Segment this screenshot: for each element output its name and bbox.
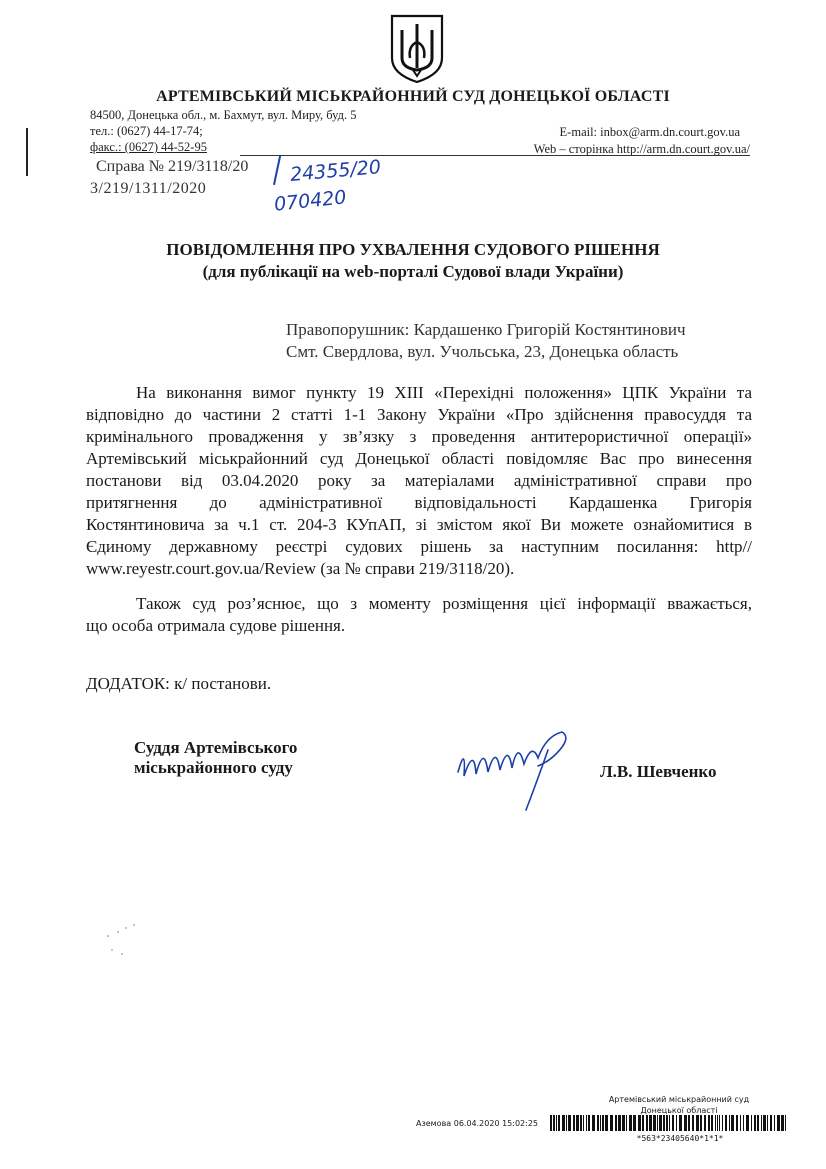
- offender-name: Правопорушник: Кардашенко Григорій Костянтинович: [286, 320, 686, 339]
- paragraph-line: На виконання вимог пункту 19 ХІІІ «Перехідні положення» ЦПК України та: [136, 383, 752, 402]
- registration-number: 3/219/1311/2020: [90, 180, 207, 197]
- notice-paragraph-1: [86, 382, 752, 580]
- paragraph-line: кримінального провадження у зв’язку з проведення антитерористичної операції»: [86, 427, 752, 446]
- paragraph-line: www.reyestr.court.gov.ua/Review (за № справи 219/3118/20).: [86, 559, 515, 578]
- offender-address: Смт. Свердлова, вул. Учольська, 23, Донецька область: [286, 342, 679, 361]
- handwritten-date: 070420: [273, 186, 348, 216]
- court-name: АРТЕМІВСЬКИЙ МІСЬКРАЙОННИЙ СУД ДОНЕЦЬКОЇ ОБЛАСТІ: [156, 88, 670, 105]
- court-phone: тел.: (0627) 44-17-74;: [90, 124, 203, 138]
- judge-name: Л.В. Шевченко: [600, 762, 717, 781]
- case-number: Справа № 219/3118/20: [96, 158, 249, 175]
- judge-signature: [452, 724, 588, 816]
- notice-paragraph-2: [86, 593, 752, 637]
- registration-barcode: [550, 1115, 790, 1131]
- paragraph-line: відповідно до частини 2 статті 1-1 Закону України «Про здійснення правосуддя та: [86, 405, 752, 424]
- paragraph-line: Артемівський міськрайонний суд Донецької області повідомляє Вас про винесення: [86, 449, 752, 468]
- barcode-text: *563*23405640*1*1*: [636, 1134, 724, 1143]
- paragraph-line: постанови від 03.04.2020 року за матеріалами адміністративної справи про: [86, 471, 752, 490]
- handwritten-number: 24355/20: [289, 156, 382, 186]
- handwritten-bracket: [273, 155, 289, 186]
- paragraph-line: Також суд роз’яснює, що з моменту розміщення цієї інформації вважається,: [136, 594, 752, 613]
- court-address: 84500, Донецька обл., м. Бахмут, вул. Миру, буд. 5: [90, 108, 357, 122]
- paragraph-line: що особа отримала судове рішення.: [86, 616, 346, 635]
- court-website: Web – сторінка http://arm.dn.court.gov.ua/: [533, 142, 750, 156]
- margin-mark: [26, 128, 28, 176]
- court-email: E-mail: inbox@arm.dn.court.gov.ua: [559, 125, 740, 139]
- paragraph-line: Єдиному державному реєстрі судових рішень за наступним посилання: http//: [86, 537, 752, 556]
- stamp-org-region: Донецької області: [640, 1106, 718, 1115]
- notice-title: ПОВІДОМЛЕННЯ ПРО УХВАЛЕННЯ СУДОВОГО РІШЕННЯ: [166, 240, 660, 259]
- paragraph-line: Костянтиновича за ч.1 ст. 204-3 КУпАП, зі змістом якої Ви можете ознайомитися в: [86, 515, 752, 534]
- coat-of-arms-icon: [388, 12, 446, 86]
- judge-title-line-1: Суддя Артемівського: [134, 738, 298, 757]
- annex-note: ДОДАТОК: к/ постанови.: [86, 674, 272, 693]
- header-divider: [240, 155, 750, 156]
- notice-subtitle: (для публікації на web-порталі Судової влади України): [202, 262, 624, 281]
- paragraph-line: притягнення до адміністративної відповідальності Кардашенка Григорія: [86, 493, 752, 512]
- scan-speckles: [100, 920, 150, 960]
- stamp-timestamp: Аземова 06.04.2020 15:02:25: [416, 1119, 539, 1128]
- court-fax: факс.: (0627) 44-52-95: [90, 140, 207, 154]
- stamp-org-name: Артемівський міськрайонний суд: [608, 1095, 750, 1104]
- judge-title-line-2: міськрайонного суду: [134, 758, 293, 777]
